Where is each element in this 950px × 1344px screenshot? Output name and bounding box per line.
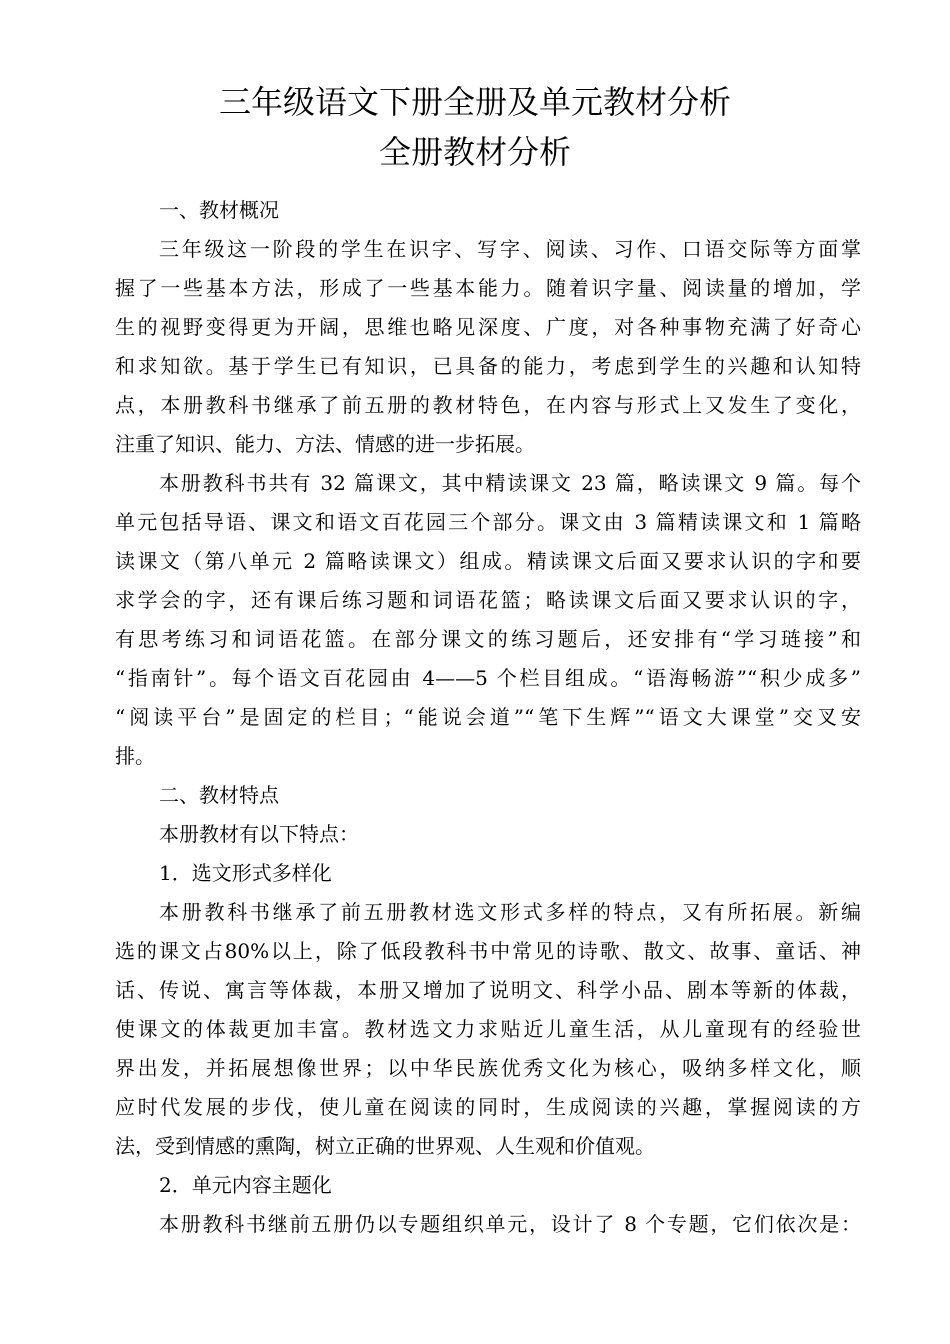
text-line: 和求知欲。基于学生已有知识，已具备的能力，考虑到学生的兴趣和认知特 (115, 354, 861, 378)
document-title: 三年级语文下册全册及单元教材分析 (218, 83, 731, 121)
text-line: 三年级这一阶段的学生在识字、写字、阅读、习作、口语交际等方面掌 (159, 237, 861, 261)
text-line: 1．选文形式多样化 (159, 861, 332, 885)
text-line: 本册教材有以下特点： (159, 822, 359, 846)
text-line: 求学会的字，还有课后练习题和词语花篮；略读课文后面又要求认识的字， (115, 588, 861, 612)
text-line: 界出发，并拓展想像世界；以中华民族优秀文化为核心，吸纳多样文化，顺 (115, 1056, 861, 1080)
text-line: 应时代发展的步伐，使儿童在阅读的同时，生成阅读的兴趣，掌握阅读的方 (115, 1095, 861, 1119)
text-line: 排。 (115, 744, 155, 768)
text-line: 使课文的体裁更加丰富。教材选文力求贴近儿童生活，从儿童现有的经验世 (115, 1017, 861, 1041)
text-line: 注重了知识、能力、方法、情感的进一步拓展。 (115, 432, 535, 456)
document-subtitle: 全册教材分析 (378, 133, 571, 171)
text-line: 握了一些基本方法，形成了一些基本能力。随着识字量、阅读量的增加，学 (115, 276, 861, 300)
text-line: 读课文（第八单元 2 篇略读课文）组成。精读课文后面又要求认识的字和要 (115, 549, 861, 573)
text-line: 话、传说、寓言等体裁，本册又增加了说明文、科学小品、剧本等新的体裁， (115, 978, 861, 1002)
text-line: “阅读平台”是固定的栏目；“能说会道”“笔下生辉”“语文大课堂”交叉安 (115, 705, 861, 729)
text-line: 选的课文占80%以上，除了低段教科书中常见的诗歌、散文、故事、童话、神 (115, 939, 861, 963)
text-line: 生的视野变得更为开阔，思维也略见深度、广度，对各种事物充满了好奇心 (115, 315, 861, 339)
document-body (115, 191, 861, 1244)
text-line: 本册教科书继承了前五册教材选文形式多样的特点，又有所拓展。新编 (159, 900, 861, 924)
text-line: 本册教科书继前五册仍以专题组织单元，设计了 8 个专题，它们依次是： (159, 1212, 861, 1236)
text-line: 2．单元内容主题化 (159, 1173, 332, 1197)
text-line: 法，受到情感的熏陶，树立正确的世界观、人生观和价值观。 (115, 1134, 655, 1158)
text-line: 本册教科书共有 32 篇课文，其中精读课文 23 篇，略读课文 9 篇。每个 (159, 471, 861, 495)
text-line: 有思考练习和词语花篮。在部分课文的练习题后，还安排有“学习琏接”和 (115, 627, 861, 651)
text-line: 一、教材概况 (159, 198, 279, 222)
text-line: 点，本册教科书继承了前五册的教材特色，在内容与形式上又发生了变化， (115, 393, 861, 417)
text-line: 单元包括导语、课文和语文百花园三个部分。课文由 3 篇精读课文和 1 篇略 (115, 510, 861, 534)
text-line: “指南针”。每个语文百花园由 4——5 个栏目组成。“语海畅游”“积少成多” (115, 666, 861, 690)
text-line: 二、教材特点 (159, 783, 279, 807)
